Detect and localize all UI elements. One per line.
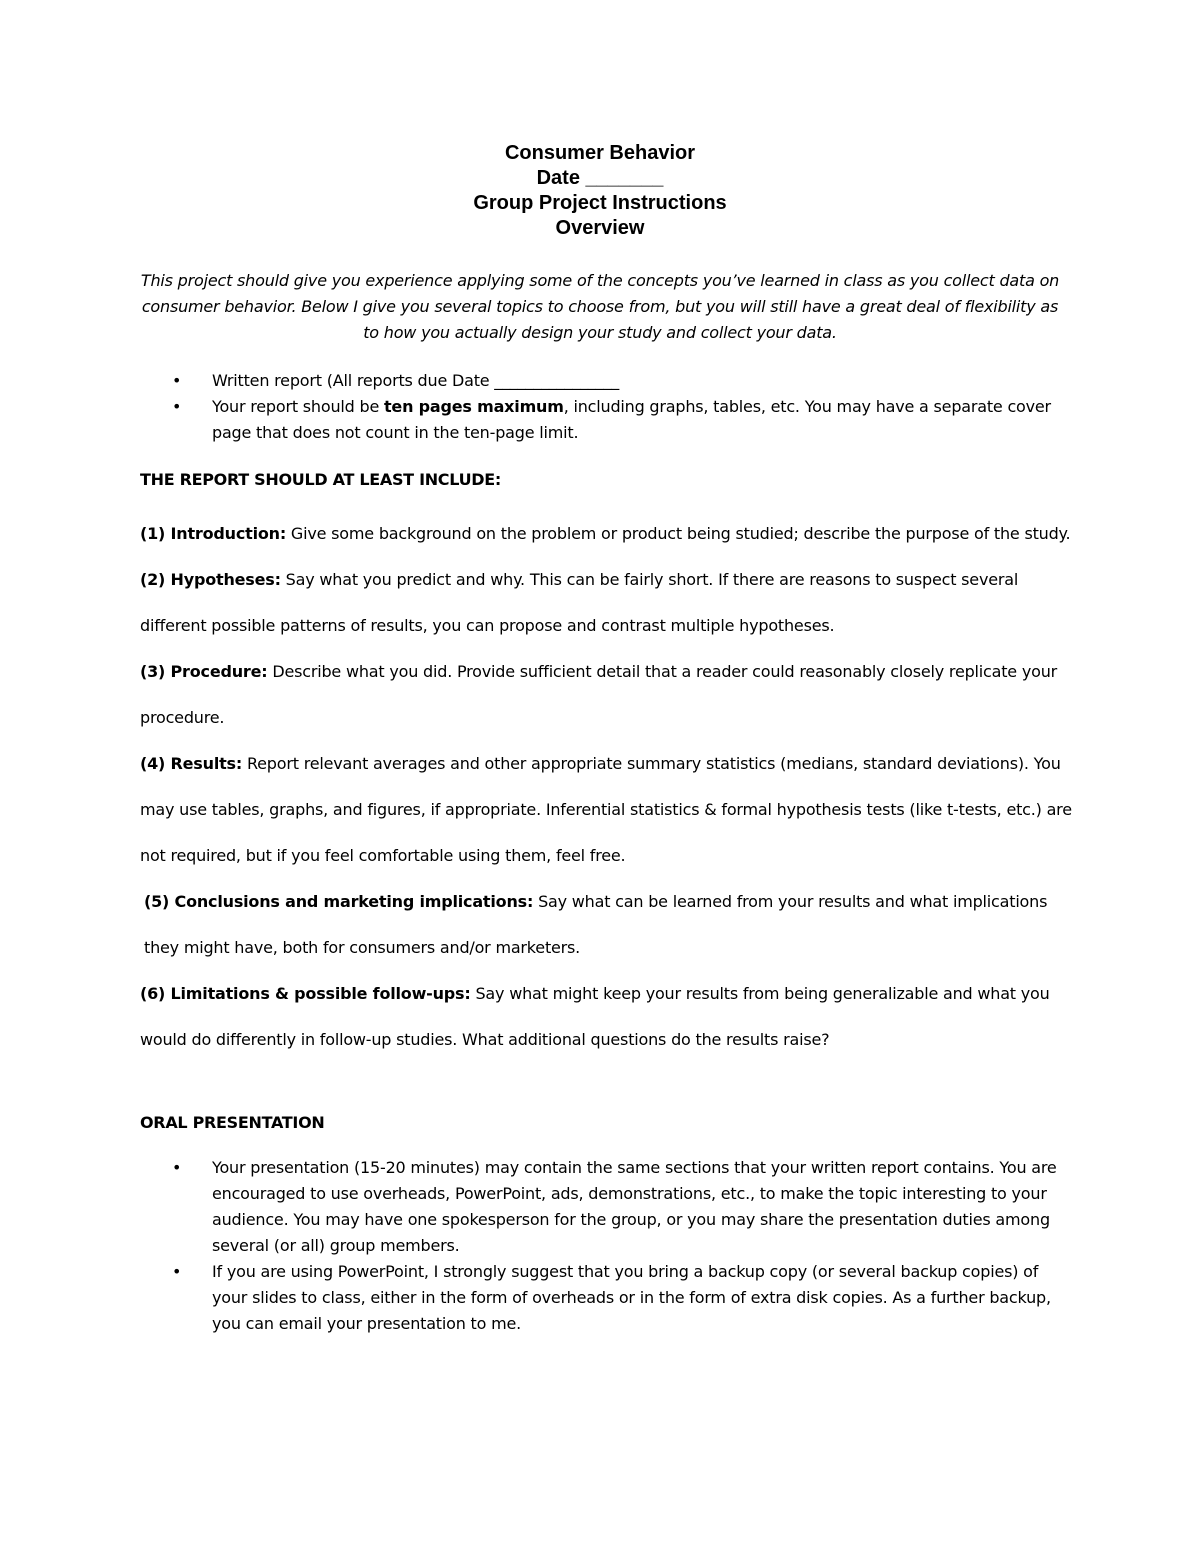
bullet-icon: • xyxy=(172,1262,182,1281)
section-hypotheses xyxy=(140,557,1080,649)
oral-heading: ORAL PRESENTATION xyxy=(140,1113,325,1132)
bullet-icon: • xyxy=(172,397,182,416)
section-conclusions xyxy=(140,879,1080,971)
section-results xyxy=(140,741,1080,879)
bullet-icon: • xyxy=(172,1158,182,1177)
section-text: Report relevant averages and other appropriate summary statistics (medians, standard deviations). You may use tables, graphs, and figures, if appropriate. Inferential statistics & formal hypothesis tests (like t-tests, etc.) are not required, but if you feel comfortable using them, feel free. xyxy=(140,754,1072,865)
overview-heading: Overview xyxy=(555,217,645,239)
section-label: (2) Hypotheses: xyxy=(140,570,281,589)
section-label: (3) Procedure: xyxy=(140,662,268,681)
list-item xyxy=(140,1259,1060,1337)
section-limitations xyxy=(140,971,1080,1063)
report-sections xyxy=(140,511,1080,1063)
course-title: Consumer Behavior xyxy=(504,142,696,164)
powerpoint-text: If you are using PowerPoint, I strongly suggest that you bring a backup copy (or several backup copies) of your slides to class, either in the form of overheads or in the form of extra disk copies. As a further backup, you can email your presentation to me. xyxy=(212,1262,1051,1333)
section-label: (4) Results: xyxy=(140,754,243,773)
list-item xyxy=(140,368,1060,394)
page-limit-pre: Your report should be xyxy=(212,397,384,416)
project-title: Group Project Instructions xyxy=(473,192,727,214)
date-line: Date _______ xyxy=(536,167,664,189)
section-introduction xyxy=(140,511,1080,557)
page-limit-bold: ten pages maximum xyxy=(383,397,564,416)
section-label: (5) Conclusions and marketing implications: xyxy=(144,892,534,911)
section-text: Describe what you did. Provide sufficient detail that a reader could reasonably closely replicate your procedure. xyxy=(140,662,1058,727)
section-label: (1) Introduction: xyxy=(140,524,287,543)
presentation-text: Your presentation (15-20 minutes) may contain the same sections that your written report contains. You are encouraged to use overheads, PowerPoint, ads, demonstrations, etc., to make the topic interesting to your audience. You may have one spokesperson for the group, or you may share the presentation duties among several (or all) group members. xyxy=(212,1158,1057,1255)
report-due-text: Written report (All reports due Date ________________ xyxy=(212,371,620,390)
section-label: (6) Limitations & possible follow-ups: xyxy=(140,984,471,1003)
document-header xyxy=(0,141,1200,241)
section-text: Say what can be learned from your results and what implications they might have, both for consumers and/or marketers. xyxy=(144,892,1048,957)
page-limit-post: , including graphs, tables, etc. You may have a separate cover page that does not count in the ten-page limit. xyxy=(212,397,1051,442)
section-text: Say what might keep your results from being generalizable and what you would do differently in follow-up studies. What additional questions do the results raise? xyxy=(140,984,1050,1049)
report-heading: THE REPORT SHOULD AT LEAST INCLUDE: xyxy=(140,470,501,489)
section-text: Say what you predict and why. This can be fairly short. If there are reasons to suspect several different possible patterns of results, you can propose and contrast multiple hypotheses. xyxy=(140,570,1019,635)
oral-bullet-list xyxy=(140,1155,1060,1337)
intro-paragraph: This project should give you experience applying some of the concepts you’ve learned in class as you collect data on consumer behavior. Below I give you several topics to choose from, but you will still have a great deal of flexibility as to how you actually design your study and collect your data. xyxy=(140,271,1060,342)
report-bullet-list xyxy=(140,368,1060,446)
bullet-icon: • xyxy=(172,371,182,390)
section-procedure xyxy=(140,649,1080,741)
list-item xyxy=(140,394,1060,446)
section-text: Give some background on the problem or product being studied; describe the purpose of the study. xyxy=(286,524,1071,543)
list-item xyxy=(140,1155,1060,1259)
